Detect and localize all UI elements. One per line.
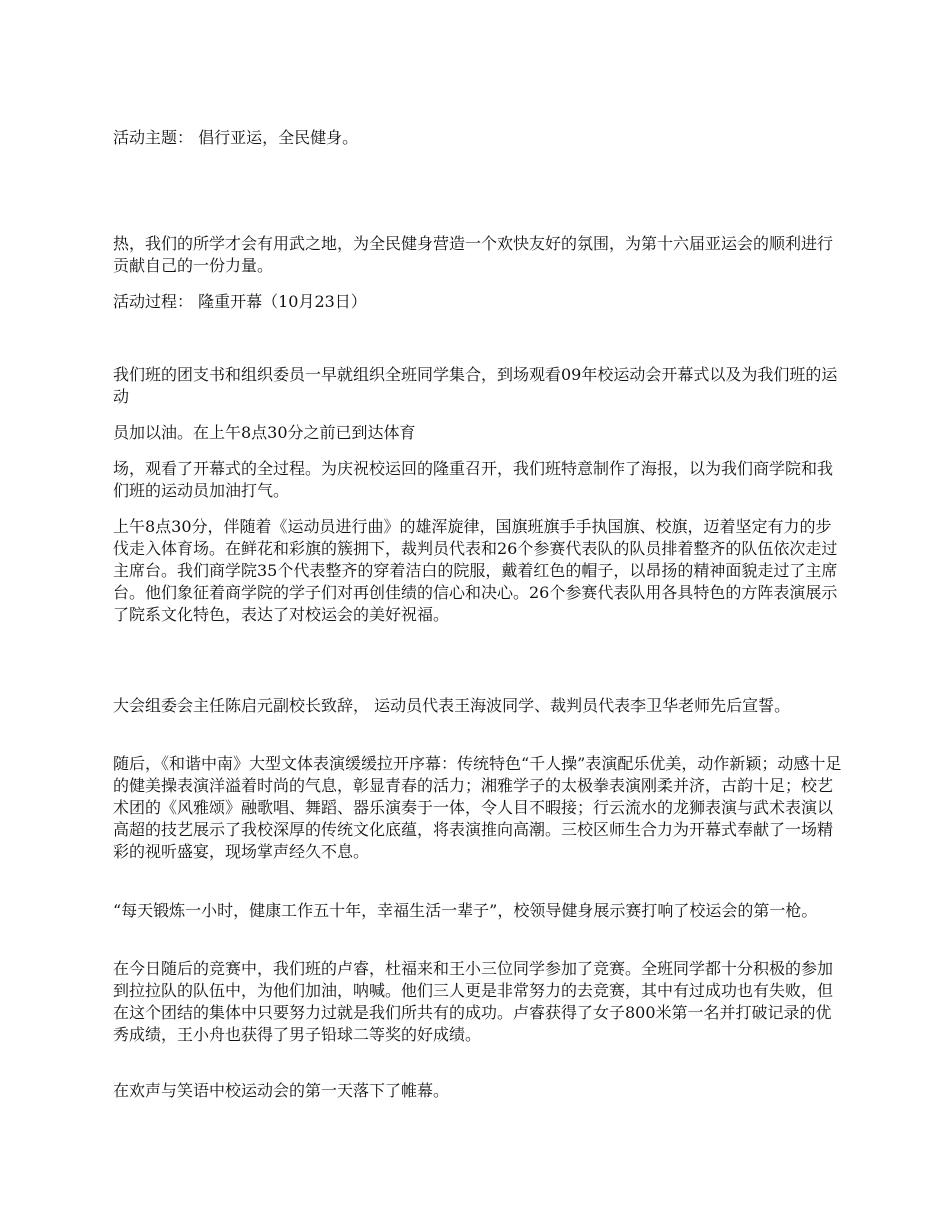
paragraph-speech: 大会组委会主任陈启元副校长致辞， 运动员代表王海波同学、裁判员代表李卫华老师先后宣誓。 xyxy=(113,696,791,715)
paragraph-slogan: “每天锻炼一小时，健康工作五十年，幸福生活一辈子”，校领导健身展示赛打响了校运会的第一枪。 xyxy=(113,901,818,920)
paragraph-competition: 在今日随后的竞赛中，我们班的卢睿，杜福来和王小三位同学参加了竞赛。全班同学都十分积极的参加到拉拉队的队伍中，为他们加油，呐喊。他们三人更是非常努力的去竞赛，其中有过成功也有失败，但在这个团结的集体中只要努力过就是我们所共有的成功。卢睿获得了女子800米第一名并打破记录的优秀成绩，王小舟也获得了男子铅球二等奖的好成绩。 xyxy=(113,959,834,1044)
activity-process-heading: 活动过程： 隆重开幕（10月23日） xyxy=(113,292,367,311)
activity-theme: 活动主题： 倡行亚运，全民健身。 xyxy=(113,128,359,147)
paragraph-purpose: 热，我们的所学才会有用武之地，为全民健身营造一个欢快友好的氛围，为第十六届亚运会的顺利进行贡献自己的一份力量。 xyxy=(113,234,834,275)
paragraph-arrival: 员加以油。在上午8点30分之前已到达体育 xyxy=(113,423,416,442)
paragraph-performance: 随后，《和谐中南》大型文体表演缓缓拉开序幕：传统特色“千人操”表演配乐优美，动作新颖；动感十足的健美操表演洋溢着时尚的气息，彰显青春的活力；湘雅学子的太极拳表演刚柔并济，古韵十足；校艺术团的《风雅颂》融歌唱、舞蹈、器乐演奏于一体，令人目不暇接；行云流水的龙狮表演与武术表演以高超的技艺展示了我校深厚的传统文化底蕴，将表演推向高潮。三校区师生合力为开幕式奉献了一场精彩的视听盛宴，现场掌声经久不息。 xyxy=(113,754,842,861)
paragraph-closing: 在欢声与笑语中校运动会的第一天落下了帷幕。 xyxy=(113,1081,450,1100)
paragraph-gathering: 我们班的团支书和组织委员一早就组织全班同学集合，到场观看09年校运动会开幕式以及为我们班的运动 xyxy=(113,365,838,406)
paragraph-parade: 上午8点30分，伴随着《运动员进行曲》的雄浑旋律，国旗班旗手手执国旗、校旗，迈着坚定有力的步伐走入体育场。在鲜花和彩旗的簇拥下，裁判员代表和26个参赛代表队的队员排着整齐的队伍依次走过主席台。我们商学院35个代表整齐的穿着洁白的院服，戴着红色的帽子，以昂扬的精神面貌走过了主席台。他们象征着商学院的学子们对再创佳绩的信心和决心。26个参赛代表队用各具特色的方阵表演展示了院系文化特色，表达了对校运会的美好祝福。 xyxy=(113,517,838,624)
paragraph-poster: 场，观看了开幕式的全过程。为庆祝校运回的隆重召开，我们班特意制作了海报，以为我们商学院和我们班的运动员加油打气。 xyxy=(113,459,834,500)
